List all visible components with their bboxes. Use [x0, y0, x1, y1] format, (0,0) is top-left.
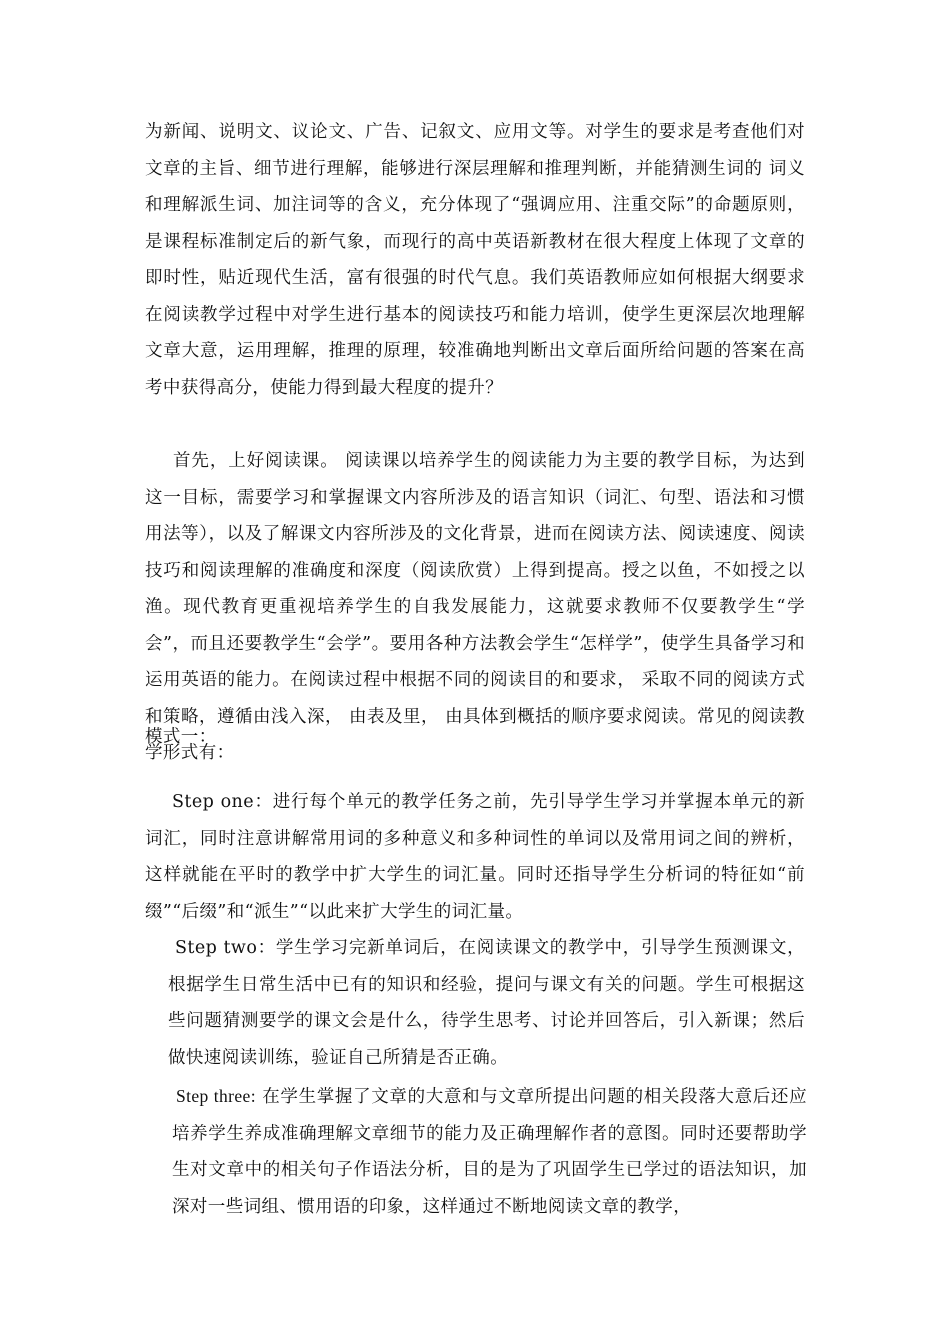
- reading-class-paragraph: 首先，上好阅读课。 阅读课以培养学生的阅读能力为主要的教学目标，为达到这一目标，需要学习和掌握课文内容所涉及的语言知识（词汇、句型、语法和习惯用法等），以及了解课文内容所涉及的文化背景，进而在阅读方法、阅读速度、阅读技巧和阅读理解的准确度和深度（阅读欣赏）上得到提高。授之以鱼，不如授之以渔。现代教育更重视培养学生的自我发展能力，这就要求教师不仅要教学生“学会”，而且还要教学生“会学”。要用各种方法教会学生“怎样学”，使学生具备学习和运用英语的能力。在阅读过程中根据不同的阅读目的和要求， 采取不同的阅读方式和策略，遵循由浅入深， 由表及里， 由具体到概括的顺序要求阅读。常见的阅读教学形式有：: [145, 451, 805, 763]
- mode-one-heading: 模式一：: [145, 727, 217, 747]
- step-one-paragraph: Step one：进行每个单元的教学任务之前，先引导学生学习并掌握本单元的新词汇，同时注意讲解常用词的多种意义和多种词性的单词以及常用词之间的辨析，这样就能在平时的教学中扩大学生的词汇量。同时还指导学生分析词的特征如“前缀”“后缀”和“派生”“以此来扩大学生的词汇量。: [145, 792, 805, 922]
- step-two-paragraph: Step two：学生学习完新单词后，在阅读课文的教学中，引导学生预测课文，根据学生日常生活中已有的知识和经验，提问与课文有关的问题。学生可根据这些问题猜测要学的课文会是什么，待学生思考、讨论并回答后，引入新课；然后做快速阅读训练，验证自己所猜是否正确。: [168, 938, 805, 1068]
- step-three-paragraph: [172, 1078, 807, 1225]
- step-three-label: Step three:: [176, 1086, 256, 1106]
- intro-paragraph: 为新闻、说明文、议论文、广告、记叙文、应用文等。对学生的要求是考查他们对文章的主旨、细节进行理解，能够进行深层理解和推理判断，并能猜测生词的 词义和理解派生词、加注词等的含义，充分体现了“强调应用、注重交际”的命题原则，是课程标准制定后的新气象，而现行的高中英语新教材在很大程度上体现了文章的即时性，贴近现代生活，富有很强的时代气息。我们英语教师应如何根据大纲要求在阅读教学过程中对学生进行基本的阅读技巧和能力培训，使学生更深层次地理解文章大意，运用理解，推理的原理，较准确地判断出文章后面所给问题的答案在高考中获得高分，使能力得到最大程度的提升？: [145, 122, 805, 398]
- step-three-text: 在学生掌握了文章的大意和与文章所提出问题的相关段落大意后还应培养学生养成准确理解文章细节的能力及正确理解作者的意图。同时还要帮助学生对文章中的相关句子作语法分析，目的是为了巩固学生已学过的语法知识，加深对一些词组、惯用语的印象，这样通过不断地阅读文章的教学，: [172, 1087, 807, 1217]
